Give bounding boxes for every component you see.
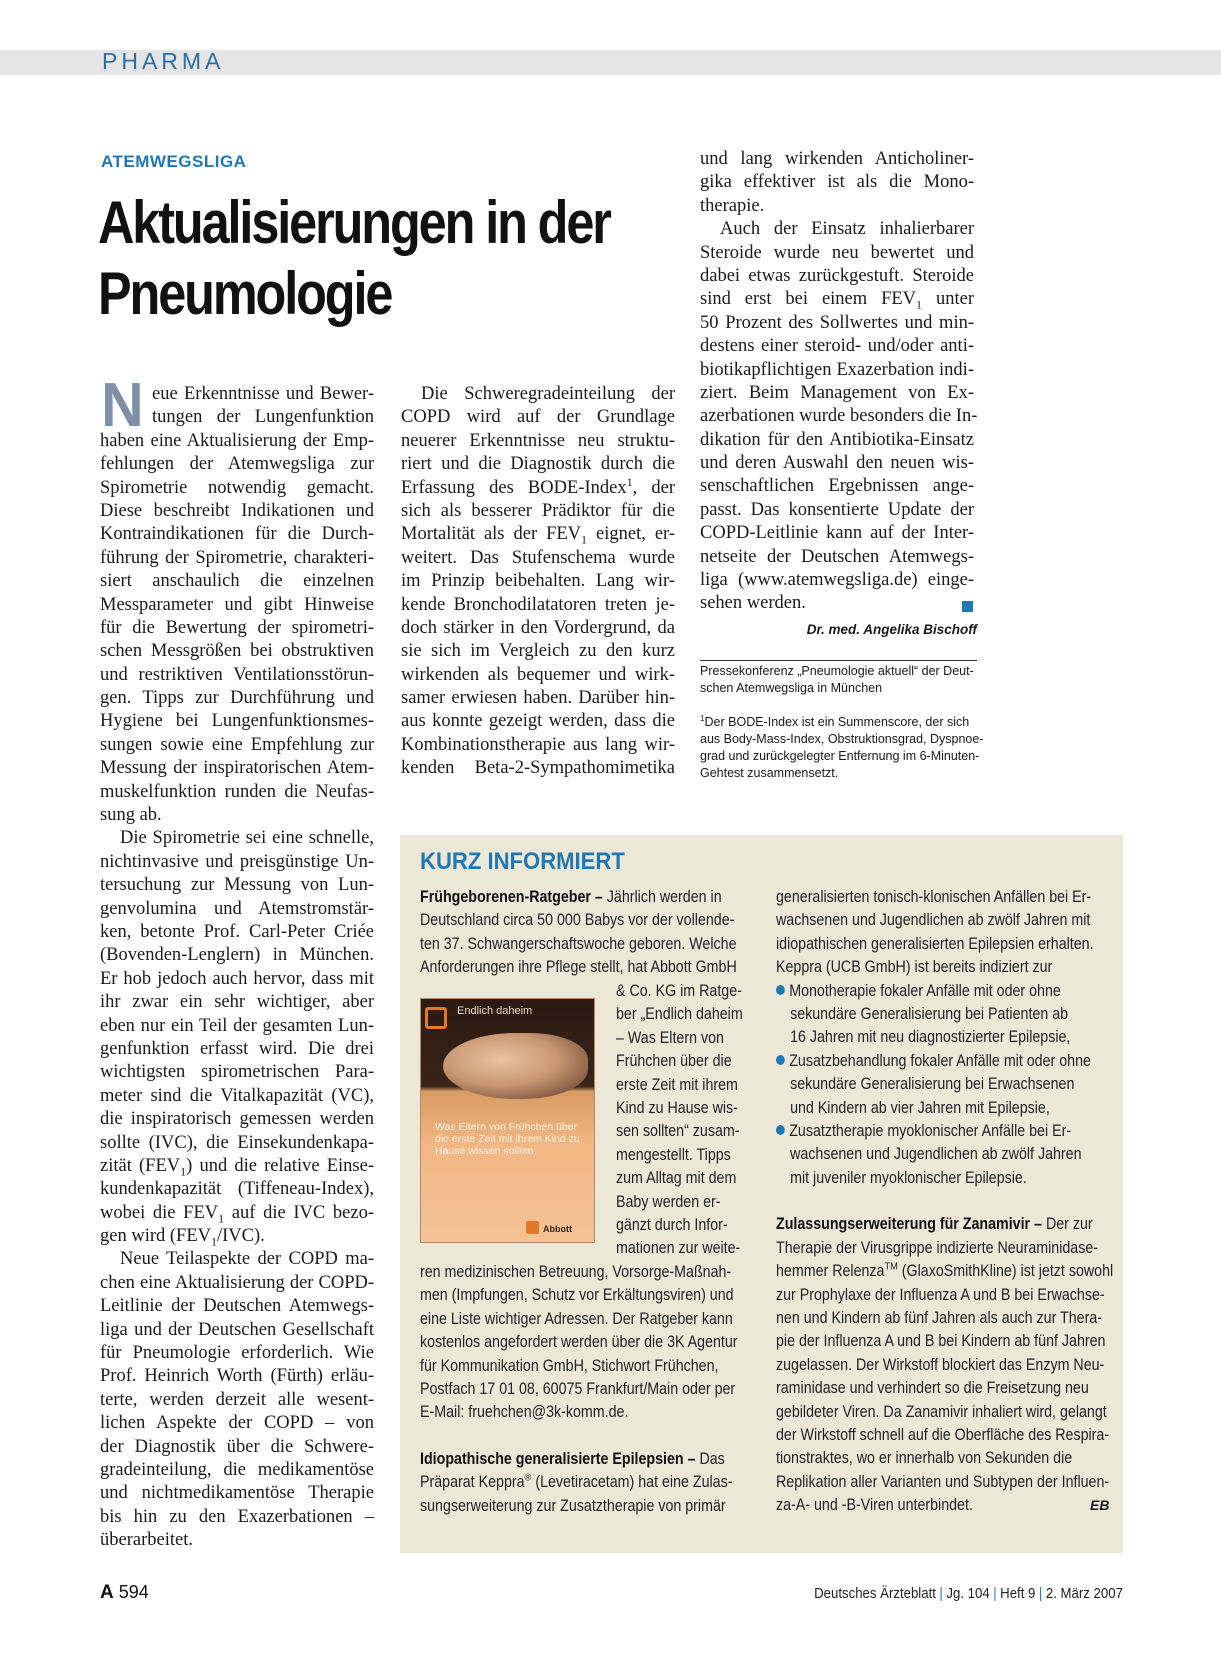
paragraph-line: für Pneumologie erforderlich. Wie [100, 1343, 374, 1364]
article-headline [98, 187, 698, 329]
box-text-line: wachsenen und Jugendlichen ab zwölf Jahren mit [776, 911, 1091, 930]
paragraph-line: weitert. Das Stufenschema wurde [401, 547, 675, 568]
box-text-line: ren medizinischen Betreuung, Vorsorge-Maßnah- [420, 1263, 732, 1281]
box-title: KURZ INFORMIERT [420, 848, 625, 875]
paragraph-line: nichtinvasive und preisgünstige Un- [100, 851, 374, 872]
box-text-line: Replikation aller Varianten und Subtypen der Influen- [776, 1472, 1110, 1491]
box-text-line: Keppra (UCB GmbH) ist bereits indiziert zur [776, 958, 1053, 977]
paragraph-line: Auch der Einsatz inhalierbarer [720, 219, 974, 240]
paragraph-line: und deren Auswahl den neuen wis- [700, 453, 974, 474]
paragraph-line: terte, werden derzeit alle wesent- [100, 1389, 374, 1410]
paragraph-line: der Diagnostik über die Schwere- [100, 1436, 374, 1457]
paragraph-line: Er hob jedoch auch hervor, dass mit [100, 968, 374, 989]
paragraph-line: kenden Beta-2-Sympathomimetika [401, 758, 675, 779]
paragraph-line: Messparameter und gibt Hinweise [100, 594, 374, 615]
article-column-1 [100, 371, 375, 1553]
paragraph-line: wobei die $FEV_1$ auf die IVC bezo- [100, 1202, 375, 1226]
ratgeber-book-cover-image [420, 998, 595, 1243]
paragraph-line: gen. Tipps zur Durchführung und [100, 688, 374, 709]
box-right-column [776, 886, 1159, 1518]
paragraph-line: Die Schweregradeinteilung der [421, 384, 675, 404]
box-text-line: generalisierten tonisch-klonischen Anfällen bei Er- [776, 888, 1092, 906]
paragraph-line: sollte (IVC), die Einsekundenkapa- [100, 1132, 374, 1153]
page-prefix: A [100, 1582, 114, 1603]
paragraph-line: therapie. [700, 195, 765, 216]
paragraph-line: Hygiene bei Lungenfunktionsmes- [100, 711, 374, 732]
note-line: schen Atemwegsliga in München [700, 681, 883, 695]
paragraph-line: Diese beschreibt Indikationen und [100, 500, 374, 521]
paragraph-line: genvolumina und Atemstromstär- [100, 898, 374, 919]
paragraph-line: eben nur ein Teil der gesamten Lun- [100, 1015, 374, 1036]
paragraph-line: COPD-Leitlinie kann auf der Inter- [700, 523, 974, 544]
baby-photo [443, 1033, 588, 1099]
abbott-mark-icon [526, 1221, 539, 1234]
section-label: PHARMA [102, 48, 225, 74]
paragraph-line: sehen werden. [700, 593, 806, 614]
paragraph-line: haben eine Aktualisierung der Emp- [100, 430, 374, 451]
article-kicker: ATEMWEGSLIGA [101, 152, 247, 171]
paragraph-line: Spirometrie notwendig gemacht. [100, 477, 374, 498]
paragraph-line: führung der Spirometrie, charakteri- [100, 547, 374, 568]
paragraph-line: Kombinationstherapie aus lang wir- [401, 734, 675, 755]
paragraph-line: wirkenden als bequemer und wirk- [401, 664, 675, 685]
box-text-line: zugelassen. Der Wirkstoff blockiert das Enzym Neu- [776, 1355, 1105, 1374]
paragraph-line: Mortalität als der $FEV_1$ eignet, er- [401, 524, 675, 548]
footnote-line: Gehtest zusammensetzt. [700, 766, 839, 780]
headline-line: Aktualisierungen in der [98, 189, 610, 256]
paragraph-line: und restriktiven Ventilationsstörun- [100, 664, 374, 685]
box-text-line: idiopathischen generalisierten Epilepsien erhalten. [776, 934, 1094, 953]
paragraph-line: Kontraindikationen für die Durch- [100, 524, 374, 545]
paragraph-line: neuerer Erkenntnisse neu struktu- [401, 430, 675, 451]
section-bar [0, 50, 1221, 75]
paragraph-line: doch stärker in den Vordergrund, da [401, 617, 675, 638]
box-text-line: Zulassungserweiterung für Zanamivir – Der zur [776, 1215, 1093, 1234]
paragraph-line: kende Bronchodilatatoren treten je- [401, 594, 675, 615]
box-text-line: Therapie der Virusgrippe indizierte Neuraminidase- [776, 1238, 1098, 1257]
paragraph-line: Steroide wurde neu bewertet und [700, 242, 974, 263]
paragraph-line: genfunktion erfasst wird. Die drei [100, 1038, 374, 1059]
bullet-continuation: 16 Jahren mit neu diagnostizierter Epilepsie, [790, 1028, 1071, 1047]
box-text-line: gänzt durch Infor- [616, 1215, 728, 1234]
paragraph-line: tungen der Lungenfunktion [152, 407, 374, 428]
paragraph-line: senschaftlichen Ergebnissen ange- [700, 476, 974, 497]
bullet-item: Zusatztherapie myoklonischer Anfälle bei Er- [776, 1120, 1113, 1143]
box-text-line: Kind zu Hause wis- [616, 1098, 738, 1117]
paragraph-line: die inspiratorisch gemessen werden [100, 1109, 374, 1130]
paragraph-line: tersuchung zur Messung von Lun- [100, 875, 374, 896]
paragraph-line: ihr zwar ein sehr wichtiger, aber [100, 992, 374, 1013]
box-text-line: raminidase und verhindert so die Freisetzung neu [776, 1379, 1089, 1398]
footnote-line: grad und zurückgelegter Entfernung im 6-Minuten- [700, 749, 980, 763]
paragraph-line: im Prinzip beibehalten. Lang wir- [401, 571, 675, 592]
box-text-line: erste Zeit mit ihrem [616, 1075, 738, 1094]
box-text-line: zum Alltag mit dem [616, 1169, 737, 1188]
bullet-continuation: mit juveniler myoklonischer Epilepsie. [790, 1168, 1027, 1187]
paragraph-line: gradeinteilung, die medikamentöse [100, 1459, 374, 1480]
abbott-logo-icon [425, 1007, 447, 1029]
paragraph-line: sie sich im Vergleich zu den kurz [401, 641, 675, 662]
box-text-line: mengestellt. Tipps [616, 1145, 731, 1164]
book-subtitle: Was Eltern von Frühchen über die erste Zeit mit ihrem Kind zu Hause wissen sollten [435, 1121, 580, 1157]
footer-separator: | [993, 1585, 997, 1602]
author-byline: Dr. med. Angelika Bischoff [806, 622, 977, 637]
box-text-line: ber „Endlich daheim [616, 1005, 743, 1024]
page-number-value: 594 [118, 1582, 149, 1602]
box-text-line: men (Impfungen, Schutz vor Erkältungsviren) und [420, 1286, 734, 1305]
paragraph-line: gika effektiver ist als die Mono- [700, 172, 974, 193]
paragraph-line: Prof. Heinrich Worth (Fürth) erläu- [100, 1366, 374, 1387]
paragraph-line: sind erst bei einem $FEV_1$ unter [700, 289, 974, 313]
headline-line: Pneumologie [98, 260, 392, 327]
paragraph-line: destens einer steroid- und/oder anti- [700, 336, 974, 357]
paragraph-line: samer erwiesen haben. Darüber hin- [401, 688, 675, 709]
paragraph-line: sung ab. [100, 805, 162, 826]
paragraph-line: gen wird $(FEV_1/IVC)$. [100, 1226, 265, 1249]
bode-index-footnote [700, 713, 984, 782]
box-text-line: zur Prophylaxe der Influenza A und B bei Erwachse- [776, 1285, 1105, 1304]
box-text-line: der Wirkstoff schnell auf die Oberfläche des Respira- [776, 1425, 1110, 1444]
paragraph-line: passt. Das konsentierte Update der [700, 499, 974, 520]
box-text-line: Baby werden er- [616, 1192, 721, 1211]
journal-issue: Heft 9 [1000, 1585, 1036, 1602]
bullet-continuation: sekundäre Generalisierung bei Patienten ab [790, 1004, 1069, 1023]
paragraph-line: und nichtmedikamentöse Therapie [100, 1483, 374, 1504]
bullet-dot-icon [776, 1125, 785, 1135]
box-epilepsy-item [420, 1448, 775, 1518]
box-text-line: ten 37. Schwangerschaftswoche geboren. Welche [420, 934, 737, 953]
item-heading: Zulassungserweiterung für Zanamivir – [776, 1215, 1042, 1234]
paragraph-line: Messung der inspiratorischen Atem- [100, 758, 374, 779]
paragraph-line: 50 Prozent des Sollwertes und min- [700, 312, 974, 333]
paragraph-line: Leitlinie der Deutschen Atemwegs- [100, 1296, 374, 1317]
footnote-line: aus Body-Mass-Index, Obstruktionsgrad, Dyspnoe- [700, 732, 984, 746]
box-text-line: Präparat Keppra® (Levetiracetam) hat eine Zulas- [420, 1472, 733, 1492]
box-text-line: Anforderungen ihre Pflege stellt, hat Abbott GmbH [420, 958, 737, 977]
bullet-item: Zusatzbehandlung fokaler Anfälle mit oder ohne [776, 1050, 1113, 1073]
paragraph-line: (Bovenden-Lenglern) in München. [100, 945, 374, 966]
box-text-line: Frühgeborenen-Ratgeber – Jährlich werden in [420, 888, 722, 906]
paragraph-line: und lang wirkenden Anticholiner- [700, 149, 974, 169]
box-text-line: za-A- und -B-Viren unterbindet. [776, 1496, 973, 1515]
article-column-2 [401, 383, 675, 781]
article-column-3 [700, 148, 978, 616]
paragraph-line: Erfassung des BODE-Index$^1$, der [401, 474, 675, 498]
box-text-line: mationen zur weite- [616, 1239, 741, 1258]
drop-cap-letter: N [101, 371, 144, 440]
paragraph-line: eue Erkenntnisse und Bewer- [152, 384, 374, 404]
box-text-line: kostenlos angefordert werden über die 3K Agentur [420, 1333, 738, 1352]
paragraph-line: lichen Aspekte der COPD – von [100, 1413, 374, 1434]
box-text-line: Postfach 17 01 08, 60075 Frankfurt/Main oder per [420, 1379, 736, 1398]
paragraph-line: Die Spirometrie sei eine schnelle, [120, 828, 374, 849]
paragraph-line: chen eine Aktualisierung der COPD- [100, 1272, 374, 1293]
bullet-continuation: sekundäre Generalisierung bei Erwachsenen [790, 1075, 1075, 1094]
box-signature: EB [1090, 1497, 1110, 1513]
paragraph-line: sungen sowie eine Empfehlung zur [100, 734, 374, 755]
paragraph-line: meter sind die Vitalkapazität (VC), [100, 1085, 374, 1106]
box-text-line: für Kommunikation GmbH, Stichwort Frühchen, [420, 1356, 719, 1375]
box-text-line: nen und Kindern ab fünf Jahren als auch zur Thera- [776, 1309, 1103, 1328]
bullet-dot-icon [776, 1055, 785, 1065]
box-text-line: Idiopathische generalisierte Epilepsien – Das [420, 1450, 725, 1468]
box-left-column-bottom [420, 1261, 781, 1425]
paragraph-line: aus konnte gezeigt werden, dass die [401, 711, 675, 732]
box-text-line: Frühchen über die [616, 1052, 732, 1071]
paragraph-line: muskelfunktion runden die Neufas- [100, 781, 374, 802]
box-text-line: sungserweiterung zur Zusatztherapie von primär [420, 1496, 726, 1515]
paragraph-line: fehlungen der Atemwegsliga zur [100, 454, 374, 475]
paragraph-line: überarbeitet. [100, 1530, 193, 1551]
journal-date: 2. März 2007 [1045, 1585, 1123, 1602]
item-heading: Idiopathische generalisierte Epilepsien – [420, 1450, 696, 1468]
paragraph-line: azerbationen wurde besonders die In- [700, 406, 978, 427]
footnote-divider [700, 660, 977, 661]
bullet-continuation: wachsenen und Jugendlichen ab zwölf Jahren [790, 1145, 1082, 1164]
press-conference-note [700, 663, 980, 697]
box-left-column-top [420, 886, 780, 980]
paragraph-line: dabei etwas zurückgestuft. Steroide [700, 265, 974, 286]
bullet-continuation: und Kindern ab vier Jahren mit Epilepsie, [790, 1098, 1050, 1117]
paragraph-line: für die Bewertung der spirometri- [100, 617, 374, 638]
paragraph-line: kundenkapazität (Tiffeneau-Index), [100, 1179, 374, 1200]
journal-footer [814, 1585, 1123, 1602]
paragraph-line: Neue Teilaspekte der COPD ma- [120, 1249, 374, 1270]
spacer [776, 1190, 1113, 1213]
book-title: Endlich daheim [457, 1005, 533, 1017]
paragraph-line: wichtigsten spirometrischen Para- [100, 1062, 374, 1083]
bullet-dot-icon [776, 985, 785, 995]
paragraph-line: ziert. Beim Management von Ex- [700, 382, 974, 403]
box-text-line: Deutschland circa 50 000 Babys vor der vollende- [420, 911, 735, 930]
footer-separator: | [1039, 1585, 1043, 1602]
journal-name: Deutsches Ärzteblatt [814, 1585, 936, 1602]
box-text-line: eine Liste wichtiger Adressen. Der Ratgeber kann [420, 1309, 733, 1328]
page-number [100, 1582, 149, 1604]
paragraph-line: biotikapflichtigen Exazerbation indi- [700, 359, 974, 380]
paragraph-line: ken, betonte Prof. Carl-Peter Criée [100, 921, 374, 942]
paragraph-line: netseite der Deutschen Atemwegs- [700, 546, 974, 567]
box-text-line: – Was Eltern von [616, 1028, 724, 1047]
paragraph-line: zität $(FEV_1)$ und die relative Einse- [100, 1155, 374, 1179]
paragraph-line: riert und die Diagnostik durch die [401, 454, 675, 475]
box-left-column-wrap [616, 980, 760, 1261]
end-of-article-square-icon [962, 601, 973, 612]
paragraph-line: COPD wird auf der Grundlage [401, 407, 675, 428]
bullet-item: Monotherapie fokaler Anfälle mit oder ohne [776, 980, 1113, 1003]
paragraph-line: sich als besserer Prädiktor für die [401, 500, 675, 521]
box-text-line: E-Mail: fruehchen@3k-komm.de. [420, 1403, 629, 1422]
paragraph-line: bis hin zu den Exazerbationen – [100, 1506, 374, 1527]
box-text-line: tionstraktes, wo er innerhalb von Sekunden die [776, 1449, 1073, 1468]
box-text-line: gebildeter Viren. Da Zanamivir inhaliert wird, gelangt [776, 1402, 1107, 1421]
box-text-line: sen sollten“ zusam- [616, 1122, 740, 1141]
paragraph-line: liga (www.atemwegsliga.de) einge- [700, 570, 974, 591]
paragraph-line: siert anschaulich die einzelnen [100, 571, 374, 592]
note-line: Pressekonferenz „Pneumologie aktuell“ der Deut- [700, 664, 974, 678]
book-publisher: Abbott [543, 1224, 572, 1234]
paragraph-line: liga und der Deutschen Gesellschaft [100, 1319, 374, 1340]
box-text-line: & Co. KG im Ratge- [616, 982, 742, 1000]
box-text-line: pie der Influenza A und B bei Kindern ab fünf Jahren [776, 1332, 1106, 1351]
paragraph-line: dikation für den Antibiotika-Einsatz [700, 429, 974, 450]
paragraph-line: schen Messgrößen bei obstruktiven [100, 641, 374, 662]
box-text-line: hemmer Relenza™ (GlaxoSmithKline) ist jetzt sowohl [776, 1260, 1114, 1281]
footnote-line: $^1$Der BODE-Index ist ein Summenscore, der sich [700, 713, 970, 729]
journal-volume: Jg. 104 [946, 1585, 990, 1602]
footer-separator: | [939, 1585, 943, 1602]
